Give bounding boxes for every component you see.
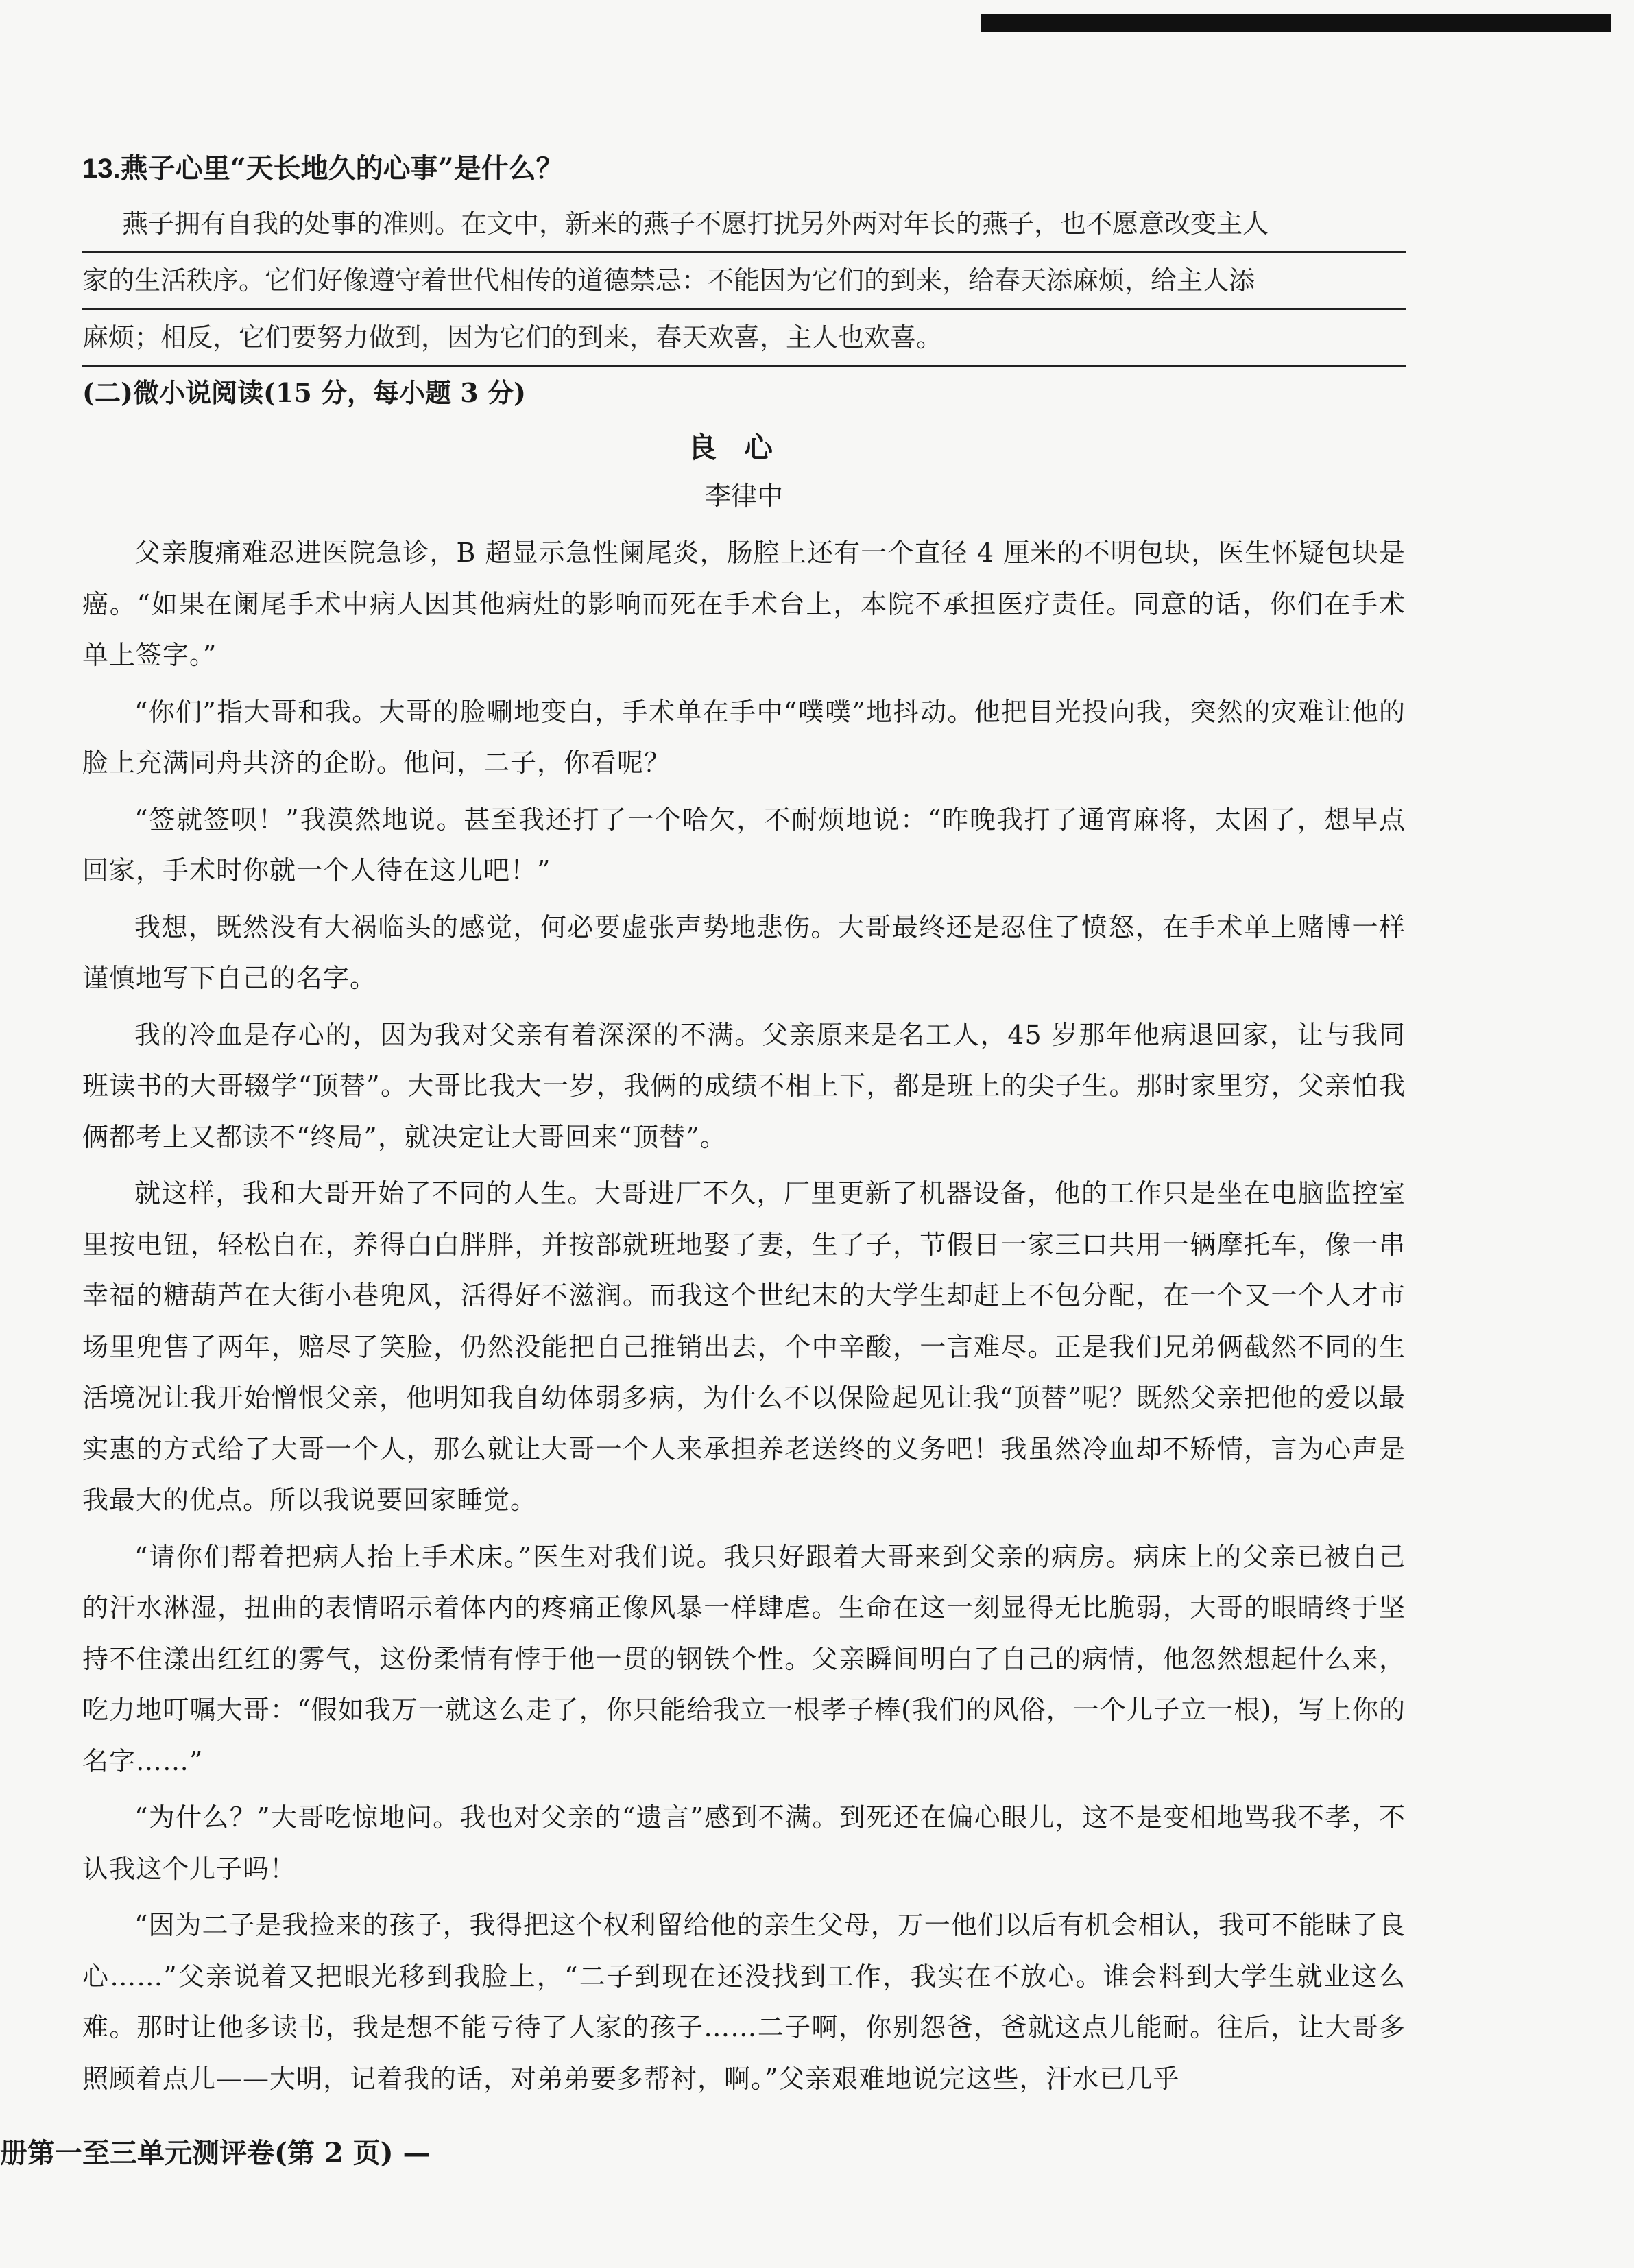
story-paragraph: 我想，既然没有大祸临头的感觉，何必要虚张声势地悲伤。大哥最终还是忍住了愤怒，在手术单上赌博一样谨慎地写下自己的名字。 xyxy=(82,911,1406,993)
story-author: 李律中 xyxy=(704,481,783,511)
section-heading: (二)微小说阅读(15 分，每小题 3 分) xyxy=(82,377,526,408)
story-paragraph: 父亲腹痛难忍进医院急诊，B 超显示急性阑尾炎，肠腔上还有一个直径 4 厘米的不明包块，医生怀疑包块是癌。“如果在阑尾手术中病人因其他病灶的影响而死在手术台上，本院不承担医疗责任。同意的话，你们在手术单上签字。” xyxy=(82,538,1406,670)
story-paragraph: “为什么？”大哥吃惊地问。我也对父亲的“遗言”感到不满。到死还在偏心眼儿，这不是变相地骂我不孝，不认我这个儿子吗！ xyxy=(82,1802,1406,1884)
story-paragraph: 我的冷血是存心的，因为我对父亲有着深深的不满。父亲原来是名工人，45 岁那年他病退回家，让与我同班读书的大哥辍学“顶替”。大哥比我大一岁，我俩的成绩不相上下，都是班上的尖子生。那时家里穷，父亲怕我俩都考上又都读不“终局”，就决定让大哥回来“顶替”。 xyxy=(82,1019,1406,1152)
question-text: 燕子心里“天长地久的心事”是什么？ xyxy=(120,152,564,184)
answer-line: 麻烦；相反，它们要努力做到，因为它们的到来，春天欢喜，主人也欢喜。 xyxy=(82,310,1406,367)
top-edge-bar xyxy=(981,14,1611,32)
story-paragraph: “你们”指大哥和我。大哥的脸唰地变白，手术单在手中“噗噗”地抖动。他把目光投向我，突然的灾难让他的脸上充满同舟共济的企盼。他问，二子，你看呢？ xyxy=(82,696,1406,778)
question-number: 13. xyxy=(82,154,121,184)
question-13-title xyxy=(82,150,1406,188)
page-footer: 册第一至三单元测评卷(第 2 页) — xyxy=(0,2137,431,2169)
answer-line: 家的生活秩序。它们好像遵守着世代相传的道德禁忌：不能因为它们的到来，给春天添麻烦，给主人添 xyxy=(82,253,1406,310)
story-paragraph: “请你们帮着把病人抬上手术床。”医生对我们说。我只好跟着大哥来到父亲的病房。病床上的父亲已被自己的汗水淋湿，扭曲的表情昭示着体内的疼痛正像风暴一样肆虐。生命在这一刻显得无比脆弱，大哥的眼睛终于坚持不住漾出红红的雾气，这份柔情有悖于他一贯的钢铁个性。父亲瞬间明白了自己的病情，他忽然想起什么来，吃力地叮嘱大哥：“假如我万一就这么走了，你只能给我立一根孝子棒(我们的风俗，一个儿子立一根)，写上你的名字……” xyxy=(82,1541,1406,1776)
story-paragraph: “因为二子是我捡来的孩子，我得把这个权利留给他的亲生父母，万一他们以后有机会相认，我可不能昧了良心……”父亲说着又把眼光移到我脸上，“二子到现在还没找到工作，我实在不放心。谁会料到大学生就业这么难。那时让他多读书，我是想不能亏待了人家的孩子……二子啊，你别怨爸，爸就这点儿能耐。往后，让大哥多照顾着点儿——大明，记着我的话，对弟弟要多帮衬，啊。”父亲艰难地说完这些，汗水已几乎 xyxy=(82,1910,1406,2094)
answer-line: 燕子拥有自我的处事的准则。在文中，新来的燕子不愿打扰另外两对年长的燕子，也不愿意改变主人 xyxy=(82,196,1406,253)
story-paragraph: “签就签呗！”我漠然地说。甚至我还打了一个哈欠，不耐烦地说：“昨晚我打了通宵麻将，太困了，想早点回家，手术时你就一个人待在这儿吧！” xyxy=(82,804,1406,885)
page-content xyxy=(82,150,1406,2110)
story-title: 良心 xyxy=(687,431,800,464)
story-paragraph: 就这样，我和大哥开始了不同的人生。大哥进厂不久，厂里更新了机器设备，他的工作只是坐在电脑监控室里按电钮，轻松自在，养得白白胖胖，并按部就班地娶了妻，生了子，节假日一家三口共用一辆摩托车，像一串幸福的糖葫芦在大街小巷兜风，活得好不滋润。而我这个世纪末的大学生却赶上不包分配，在一个又一个人才市场里兜售了两年，赔尽了笑脸，仍然没能把自己推销出去，个中辛酸，一言难尽。正是我们兄弟俩截然不同的生活境况让我开始憎恨父亲，他明知我自幼体弱多病，为什么不以保险起见让我“顶替”呢？既然父亲把他的爱以最实惠的方式给了大哥一个人，那么就让大哥一个人来承担养老送终的义务吧！我虽然冷血却不矫情，言为心声是我最大的优点。所以我说要回家睡觉。 xyxy=(82,1178,1406,1515)
question-13-answer xyxy=(82,196,1406,367)
